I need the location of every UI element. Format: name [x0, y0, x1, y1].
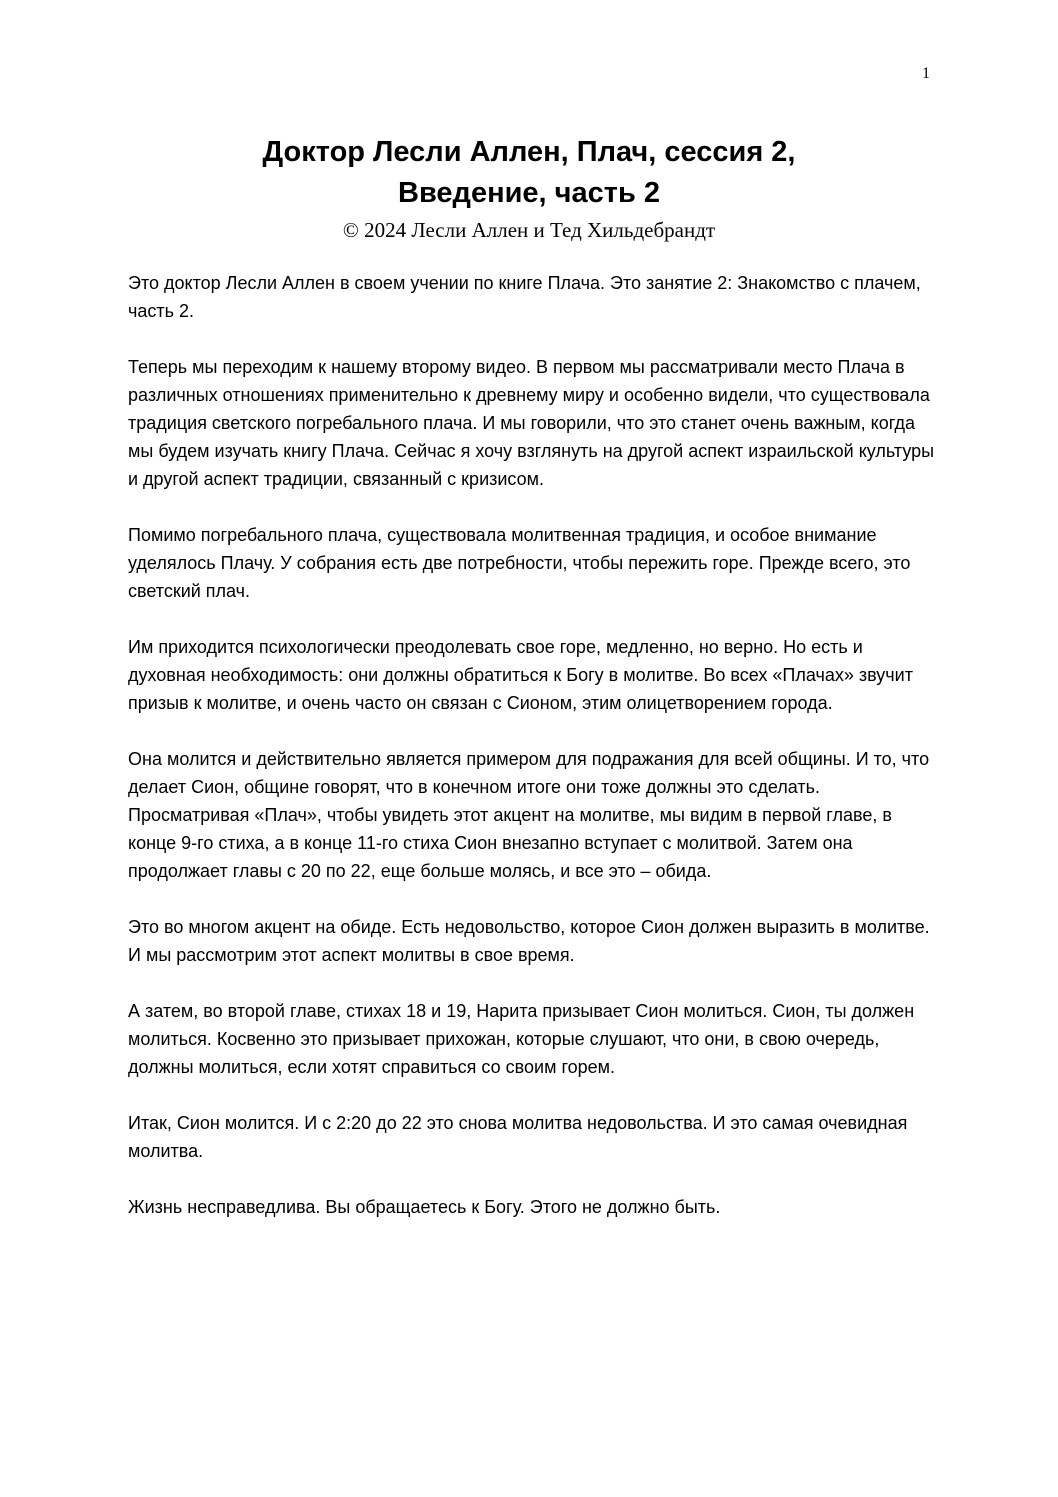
- paragraph-8: Итак, Сион молится. И с 2:20 до 22 это снова молитва недовольства. И это самая очевидная молитва.: [128, 1113, 908, 1161]
- page-number: 1: [922, 65, 930, 82]
- paragraph-2: Теперь мы переходим к нашему второму видео. В первом мы рассматривали место Плача в различных отношениях применительно к древнему миру и особенно видели, что существовала традиция светского погребального плача. И мы говорили, что это станет очень важным, когда мы будем изучать книгу Плача. Сейчас я хочу взглянуть на другой аспект израильской культуры и другой аспект традиции, связанный с кризисом.: [128, 357, 935, 489]
- paragraph-1: Это доктор Лесли Аллен в своем учении по книге Плача. Это занятие 2: Знакомство с плачем, часть 2.: [128, 273, 921, 321]
- paragraph-4: Им приходится психологически преодолевать свое горе, медленно, но верно. Но есть и духовная необходимость: они должны обратиться к Богу в молитве. Во всех «Плачах» звучит призыв к молитве, и очень часто он связан с Сионом, этим олицетворением города.: [128, 637, 913, 713]
- title-line-1: Доктор Лесли Аллен, Плач, сессия 2,: [262, 136, 796, 168]
- document-title: [80, 132, 978, 214]
- paragraph-9: Жизнь несправедлива. Вы обращаетесь к Богу. Этого не должно быть.: [128, 1197, 721, 1217]
- title-line-2: Введение, часть 2: [398, 177, 660, 209]
- paragraph-6: Это во многом акцент на обиде. Есть недовольство, которое Сион должен выразить в молитве. И мы рассмотрим этот аспект молитвы в свое время.: [128, 917, 930, 965]
- document-body: [128, 269, 938, 1249]
- paragraph-5: Она молится и действительно является примером для подражания для всей общины. И то, что делает Сион, общине говорят, что в конечном итоге они тоже должны это сделать. Просматривая «Плач», чтобы увидеть этот акцент на молитве, мы видим в первой главе, в конце 9-го стиха, а в конце 11-го стиха Сион внезапно вступает с молитвой. Затем она продолжает главы с 20 по 22, еще больше молясь, и все это – обида.: [128, 749, 930, 881]
- paragraph-7: А затем, во второй главе, стихах 18 и 19, Нарита призывает Сион молиться. Сион, ты должен молиться. Косвенно это призывает прихожан, которые слушают, что они, в свою очередь, должны молиться, если хотят справиться со своим горем.: [128, 1001, 915, 1077]
- paragraph-3: Помимо погребального плача, существовала молитвенная традиция, и особое внимание уделялось Плачу. У собрания есть две потребности, чтобы пережить горе. Прежде всего, это светский плач.: [128, 525, 911, 601]
- copyright-line: © 2024 Лесли Аллен и Тед Хильдебрандт: [342, 218, 716, 242]
